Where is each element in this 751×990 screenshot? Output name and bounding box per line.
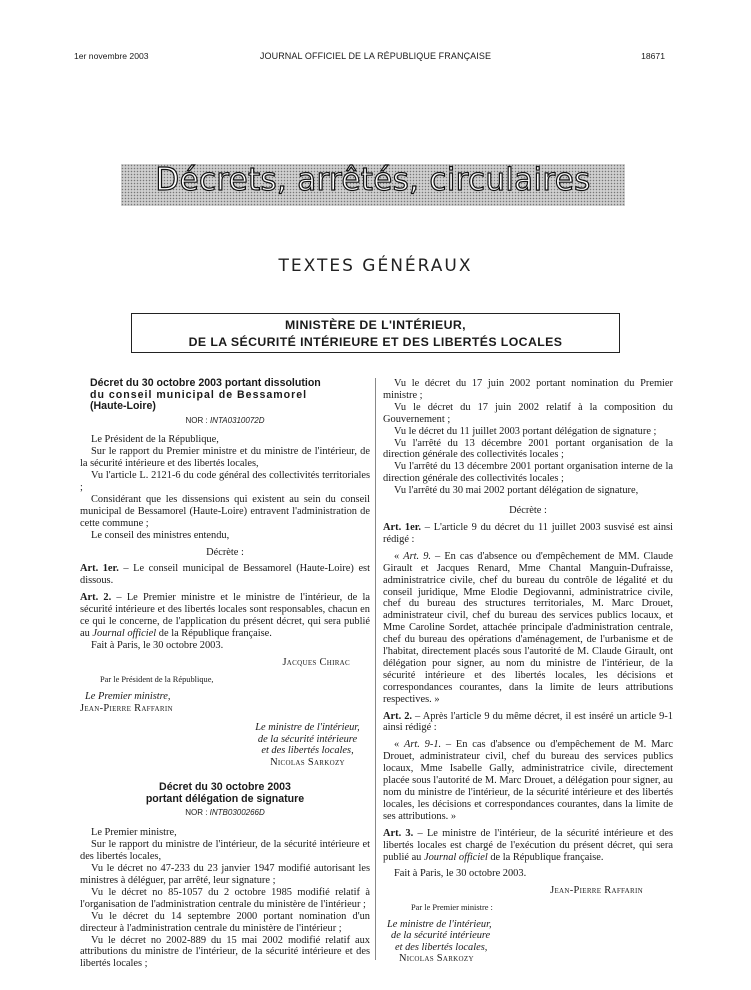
decree2-nor — [80, 807, 370, 819]
nor-label: NOR : — [185, 415, 210, 425]
ministry-line-1: MINISTÈRE DE L'INTÉRIEUR, — [285, 318, 466, 332]
quote-open: « — [394, 739, 404, 751]
nor-code: INTA0310072D — [209, 415, 265, 425]
article-label: Art. 9-1. — [404, 739, 442, 751]
decree2-article-1 — [383, 522, 673, 546]
section-banner — [121, 164, 625, 206]
decree2-fait: Fait à Paris, le 30 octobre 2003. — [394, 868, 527, 880]
article-text: – En cas d'absence ou d'empêchement de M. Marc Drouet, administrateur civil, chef du bureau des services publics locaux, Mme Isabelle Gally, administratrice civile, directement placée sous l'autorité de M. Marc Drouet, a délégation pour signer, au nom du ministre de l'intérieur, de la sécurité intérieure et des libertés locales, les décisions et correspondances courantes, dans la limite de ses attributions. » — [383, 739, 673, 822]
decree2-article-9-1 — [383, 739, 673, 822]
decree2-decrete: Décrète : — [509, 505, 547, 517]
article-label: Art. 3. — [383, 827, 414, 839]
decree1-article-1 — [80, 563, 370, 587]
decree1-pm-name — [80, 703, 370, 715]
article-text: – Après l'article 9 du même décret, il est inséré un article 9-1 ainsi rédigé : — [383, 710, 673, 734]
decree1-par: Par le Président de la République, — [100, 674, 214, 684]
minister-line: Le ministre de l'intérieur, — [387, 919, 492, 931]
ministry-line-2: DE LA SÉCURITÉ INTÉRIEURE ET DES LIBERTÉS LOCALES — [188, 335, 563, 349]
decree2-title-line-1: Décret du 30 octobre 2003 — [159, 781, 291, 794]
decree2-title — [80, 782, 370, 805]
right-column — [383, 378, 673, 964]
decree2-signer — [383, 885, 643, 897]
decree1-para: Le conseil des ministres entendu, — [91, 529, 230, 541]
journal-officiel-ref: Journal officiel — [423, 851, 488, 863]
journal-officiel-ref: Journal officiel — [92, 628, 157, 639]
decree2-article-9 — [383, 551, 673, 706]
decree2-para: Vu le décret no 2002-889 du 15 mai 2002 modifié relatif aux attributions du ministre de l'intérieur, de la sécurité intérieure et des libertés locales ; — [80, 934, 370, 970]
minister-line: de la sécurité intérieure — [257, 733, 358, 745]
decree1-pm-title: Le Premier ministre, — [85, 690, 171, 702]
minister-line: de la sécurité intérieure — [391, 930, 491, 942]
article-text: de la République française. — [156, 628, 272, 639]
article-label: Art. 2. — [383, 710, 413, 722]
ministry-box — [131, 313, 620, 353]
header-date: 1er novembre 2003 — [74, 51, 149, 61]
article-label: Art. 1er. — [80, 563, 119, 575]
minister-line: Le ministre de l'intérieur, — [255, 722, 360, 734]
decree2-visa: Vu le décret du 17 juin 2002 relatif à la composition du Gouvernement ; — [383, 401, 673, 425]
decree1-signer — [80, 657, 350, 669]
decree2-article-2 — [383, 711, 673, 735]
minister-line: et des libertés locales, — [261, 745, 354, 757]
article-text: – En cas d'absence ou d'empêchement de MM. Claude Girault et Jacques Renard, Mme Chantal Manguin-Dufraisse, administratrice civile, chef du bureau du contrôle de légalité et du conseil juridique, Mme Elodie Degiovanni, administratrice civile, chef du bureau des structures territoriales, M. Marc Drouet, administrateur civil, chef du bureau des services publics locaux, et Mme Caroline Sordet, attachée principale d'administration centrale, chef du bureau des opérations d'aménagement, de l'urbanisme et de l'habitat, directement placés sous l'autorité de M. Claude Girault, ont délégation pour signer, au nom du ministre de l'intérieur, de la sécurité intérieure et des libertés locales, les décisions et correspondances courantes, dans la limite de leurs attributions respectives. » — [383, 550, 673, 705]
decree1-para: Vu l'article L. 2121-6 du code général des collectivités territoriales ; — [80, 470, 370, 494]
decree1-para: Considérant que les dissensions qui existent au sein du conseil municipal de Bessamorel (Haute-Loire) entravent l'administration de cette commune ; — [80, 493, 370, 529]
decree2-para: Le Premier ministre, — [91, 827, 177, 839]
decree1-article-2 — [80, 592, 370, 640]
decree2-title-line-2: portant délégation de signature — [145, 792, 305, 805]
decree1-title-line-2: du conseil municipal de Bessamorel — [90, 388, 308, 401]
decree2-visa: Vu l'arrêté du 13 décembre 2001 portant organisation de la direction générale des collectivités locales ; — [383, 437, 673, 461]
decree2-par: Par le Premier ministre : — [411, 903, 493, 913]
signer-name: Jean-Pierre Raffarin — [550, 885, 643, 897]
decree1-minister-signature — [245, 722, 370, 768]
article-label: Art. 9. — [403, 550, 431, 562]
decree2-visa: Vu le décret du 17 juin 2002 portant nomination du Premier ministre ; — [383, 378, 673, 401]
decree2-minister-signature — [387, 919, 673, 964]
decree2-visa: Vu l'arrêté du 13 décembre 2001 portant organisation interne de la direction générale des collectivités locales ; — [383, 461, 673, 485]
decree1-fait: Fait à Paris, le 30 octobre 2003. — [91, 639, 224, 651]
decree1-nor — [80, 415, 370, 427]
section-title: TEXTES GÉNÉRAUX — [278, 256, 473, 276]
decree1-title-line-3: (Haute-Loire) — [90, 400, 156, 412]
article-text: – Le ministre de l'intérieur, de la sécurité intérieure et des libertés locales est chargé de l'exécution du présent décret, qui sera publié au — [383, 827, 673, 863]
minister-name: Nicolas Sarkozy — [270, 756, 345, 768]
article-label: Art. 2. — [80, 592, 112, 604]
nor-code: INTB0300266D — [209, 808, 265, 818]
pm-name: Jean-Pierre Raffarin — [80, 702, 173, 714]
decree1-title-line-1: Décret du 30 octobre 2003 portant dissolution — [90, 377, 321, 389]
decree1-title — [90, 378, 370, 413]
decree1-decrete: Décrète : — [206, 546, 244, 558]
article-text: – L'article 9 du décret du 11 juillet 2003 susvisé est ainsi rédigé : — [383, 521, 673, 545]
nor-label: NOR : — [185, 808, 210, 818]
decree1-para: Le Président de la République, — [91, 434, 219, 446]
left-column — [80, 378, 370, 970]
header-journal-title: JOURNAL OFFICIEL DE LA RÉPUBLIQUE FRANÇAISE — [259, 51, 492, 61]
quote-open: « — [394, 550, 404, 562]
decree2-para: Vu le décret du 14 septembre 2000 portant nomination d'un directeur à l'administration centrale du ministère de l'intérieur ; — [80, 910, 370, 934]
header-page-number: 18671 — [641, 51, 665, 61]
article-label: Art. 1er. — [383, 521, 421, 533]
decree1-para: Sur le rapport du Premier ministre et du ministre de l'intérieur, de la sécurité intérieure et des libertés locales, — [80, 446, 370, 470]
minister-name: Nicolas Sarkozy — [399, 953, 474, 965]
decree2-article-3 — [383, 828, 673, 864]
article-text: – Le Premier ministre et le ministre de l'intérieur, de la sécurité intérieure et des libertés locales sont responsables, chacun en ce qui le concerne, de l'application du présent décret, qui sera publié au — [80, 592, 370, 639]
decree2-para: Vu le décret no 47-233 du 23 janvier 1947 modifié autorisant les ministres à déléguer, par arrêté, leur signature ; — [80, 863, 370, 886]
column-divider — [375, 378, 376, 960]
decree2-para: Vu le décret no 85-1057 du 2 octobre 1985 modifié relatif à l'organisation de l'administration centrale du ministère de l'intérieur ; — [80, 886, 370, 910]
minister-line: et des libertés locales, — [395, 941, 488, 953]
article-text: de la République française. — [487, 851, 604, 863]
decree2-para: Sur le rapport du ministre de l'intérieur, de la sécurité intérieure et des libertés locales, — [80, 839, 370, 863]
decree2-visa: Vu le décret du 11 juillet 2003 portant délégation de signature ; — [394, 425, 657, 437]
banner-title: Décrets, arrêtés, circulaires — [155, 162, 591, 198]
decree2-visa: Vu l'arrêté du 30 mai 2002 portant délégation de signature, — [394, 485, 639, 497]
signer-name: Jacques Chirac — [282, 656, 350, 668]
article-text: – Le conseil municipal de Bessamorel (Haute-Loire) est dissous. — [80, 563, 370, 587]
